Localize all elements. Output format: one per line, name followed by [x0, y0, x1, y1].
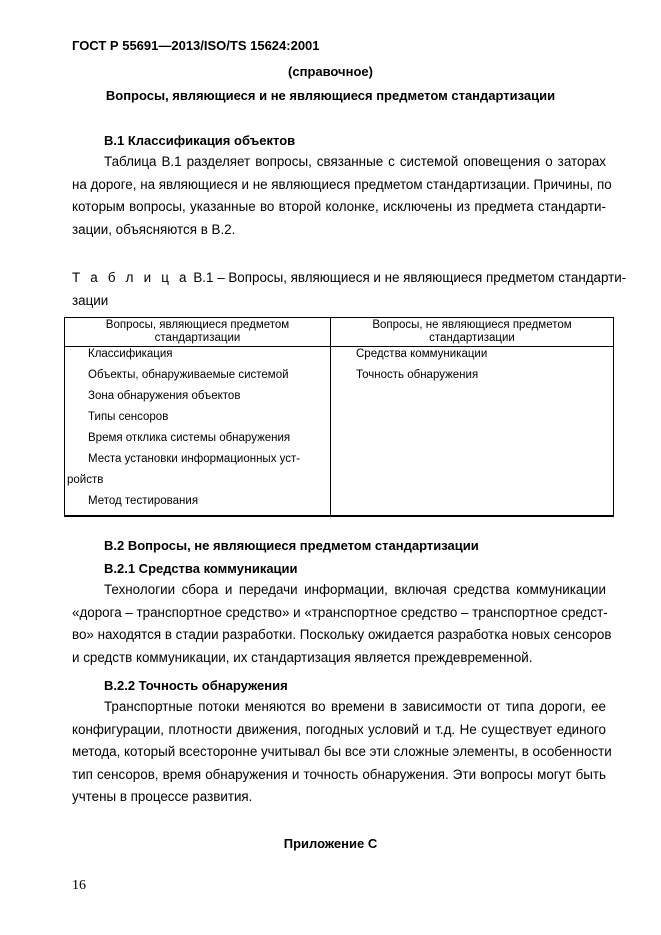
table-cell: Зона обнаружения объектов: [88, 390, 241, 402]
paragraph-line: во» находятся в стадии разработки. Поскольку ожидается разработка новых сенсоров: [72, 627, 612, 642]
next-annex-title: Приложение С: [283, 836, 378, 851]
paragraph-line: на дороге, на являющиеся и не являющиеся предметом стандартизации. Причины, по: [72, 176, 612, 192]
table-cell: Объекты, обнаруживаемые системой: [88, 369, 289, 381]
paragraph-line: Таблица В.1 разделяет вопросы, связанные с системой оповещения о заторах: [104, 154, 606, 169]
paragraph-line: Технологии сбора и передачи информации, включая средства коммуникации: [104, 582, 606, 597]
table-caption-text: В.1 – Вопросы, являющиеся и не являющиеся предметом стандарти-: [193, 270, 627, 285]
table-cell: Классификация: [88, 348, 173, 360]
table-cell: Точность обнаружения: [356, 369, 479, 381]
section-b22-paragraph: [72, 696, 612, 809]
annex-title: Вопросы, являющиеся и не являющиеся предметом стандартизации: [105, 88, 556, 103]
paragraph-line: метода, который всесторонне учитывал бы все эти сложные элементы, в особенности: [72, 744, 612, 759]
table-caption-label: Т а б л и ц а: [72, 270, 190, 285]
section-b21-paragraph: [72, 579, 612, 669]
paragraph-line: и средств коммуникации, их стандартизация является преждевременной.: [72, 649, 533, 665]
paragraph-line: тип сенсоров, время обнаружения и точность обнаружения. Эти вопросы могут быть: [72, 766, 606, 782]
table-cell: Метод тестирования: [88, 495, 199, 507]
paragraph-line: Транспортные потоки меняются во времени в зависимости от типа дороги, ее: [104, 699, 606, 714]
standard-id-header: ГОСТ Р 55691—2013/ISO/TS 15624:2001: [72, 38, 320, 53]
table-caption-line: [72, 267, 627, 290]
classification-table: [64, 317, 614, 517]
table-row: [65, 347, 614, 517]
table-header-not-standardized: Вопросы, не являющиеся предметом стандартизации: [331, 318, 614, 347]
paragraph-line: зации, объясняются в В.2.: [72, 221, 236, 237]
table-cell: Типы сенсоров: [88, 411, 169, 423]
table-column-not-standardized: [331, 347, 614, 517]
paragraph-line: «дорога – транспортное средство» и «транспортное средство – транспортное средст-: [72, 604, 608, 620]
section-b2-heading: В.2 Вопросы, не являющиеся предметом стандартизации: [104, 538, 479, 553]
annex-status: (справочное): [288, 64, 373, 79]
paragraph-line: которым вопросы, указанные во второй колонке, исключены из предмета стандарти-: [72, 199, 606, 214]
table-cell: ройств: [67, 474, 104, 486]
table-caption-line: зации: [72, 292, 109, 308]
table-cell: Места установки информационных уст-: [88, 453, 301, 465]
table-caption: [72, 267, 627, 312]
table-header-row: [65, 318, 614, 347]
page-number: 16: [72, 878, 86, 893]
section-b1-paragraph: [72, 151, 612, 241]
table-cell: Время отклика системы обнаружения: [88, 432, 291, 444]
paragraph-line: учтены в процессе развития.: [72, 789, 253, 804]
table-header-standardized: Вопросы, являющиеся предметом стандартизации: [65, 318, 331, 347]
paragraph-line: конфигурации, плотности движения, погодных условий и т.д. Не существует единого: [72, 721, 606, 737]
table-cell: Средства коммуникации: [356, 348, 488, 360]
section-b21-heading: В.2.1 Средства коммуникации: [104, 561, 298, 576]
section-b1-heading: В.1 Классификация объектов: [104, 133, 296, 148]
table-column-standardized: [65, 347, 331, 517]
section-b22-heading: В.2.2 Точность обнаружения: [104, 678, 288, 693]
